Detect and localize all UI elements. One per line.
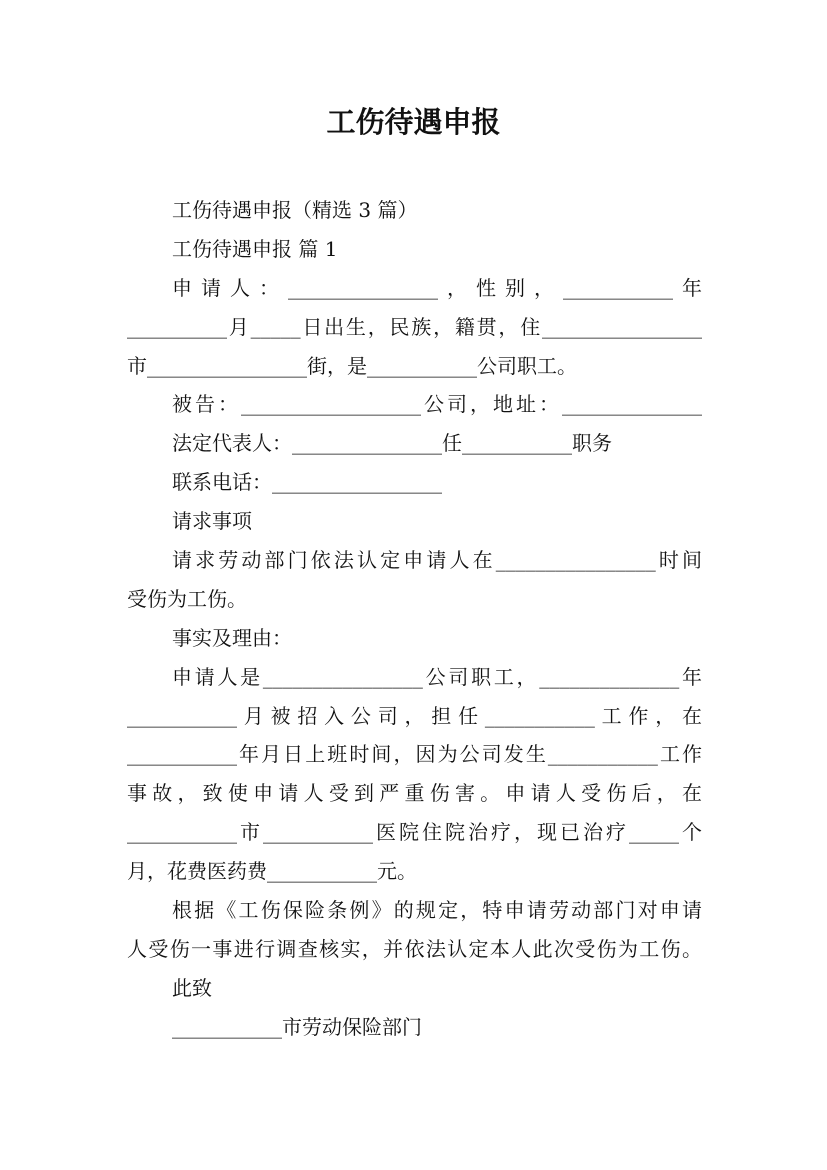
basis-line: 根据《工伤保险条例》的规定，特申请劳动部门对申请: [172, 898, 702, 923]
facts-line: ___________市___________医院住院治疗，现已治疗_____个: [127, 820, 702, 845]
document-body: [127, 191, 702, 1047]
facts-line: ___________月被招入公司，担任___________工作，在: [127, 703, 702, 728]
facts-line: 月，花费医药费___________元。: [127, 859, 417, 884]
respondent-line: 联系电话：_________________: [172, 470, 442, 495]
respondent-line: 被告：__________________公司，地址：______________: [172, 392, 702, 417]
facts-line: 事故，致使申请人受到严重伤害。申请人受伤后，在: [127, 781, 702, 806]
basis-line: 人受伤一事进行调查核实，并依法认定本人此次受伤为工伤。: [127, 936, 702, 961]
applicant-line: 市________________街，是___________公司职工。: [127, 353, 577, 378]
facts-line: ___________年月日上班时间，因为公司发生___________工作: [127, 742, 702, 767]
request-line: 请求劳动部门依法认定申请人在________________时间: [172, 548, 702, 573]
respondent-line: 法定代表人：_______________任___________职务: [172, 431, 612, 456]
request-line: 受伤为工伤。: [127, 586, 247, 611]
article-heading: 工伤待遇申报 篇 1: [172, 236, 338, 261]
applicant-line: __________月_____日出生，民族，籍贯，住________________: [127, 314, 702, 339]
document-title: 工伤待遇申报: [326, 105, 501, 139]
recipient-line: ___________市劳动保险部门: [172, 1014, 422, 1039]
applicant-line: 申请人：_______________，性别，___________年: [172, 275, 702, 300]
closing-salutation: 此致: [172, 975, 212, 1000]
facts-heading: 事实及理由：: [172, 625, 292, 650]
facts-line: 申请人是________________公司职工，______________年: [172, 664, 702, 689]
request-heading: 请求事项: [172, 509, 252, 534]
collection-subtitle: 工伤待遇申报（精选 3 篇）: [172, 198, 418, 222]
